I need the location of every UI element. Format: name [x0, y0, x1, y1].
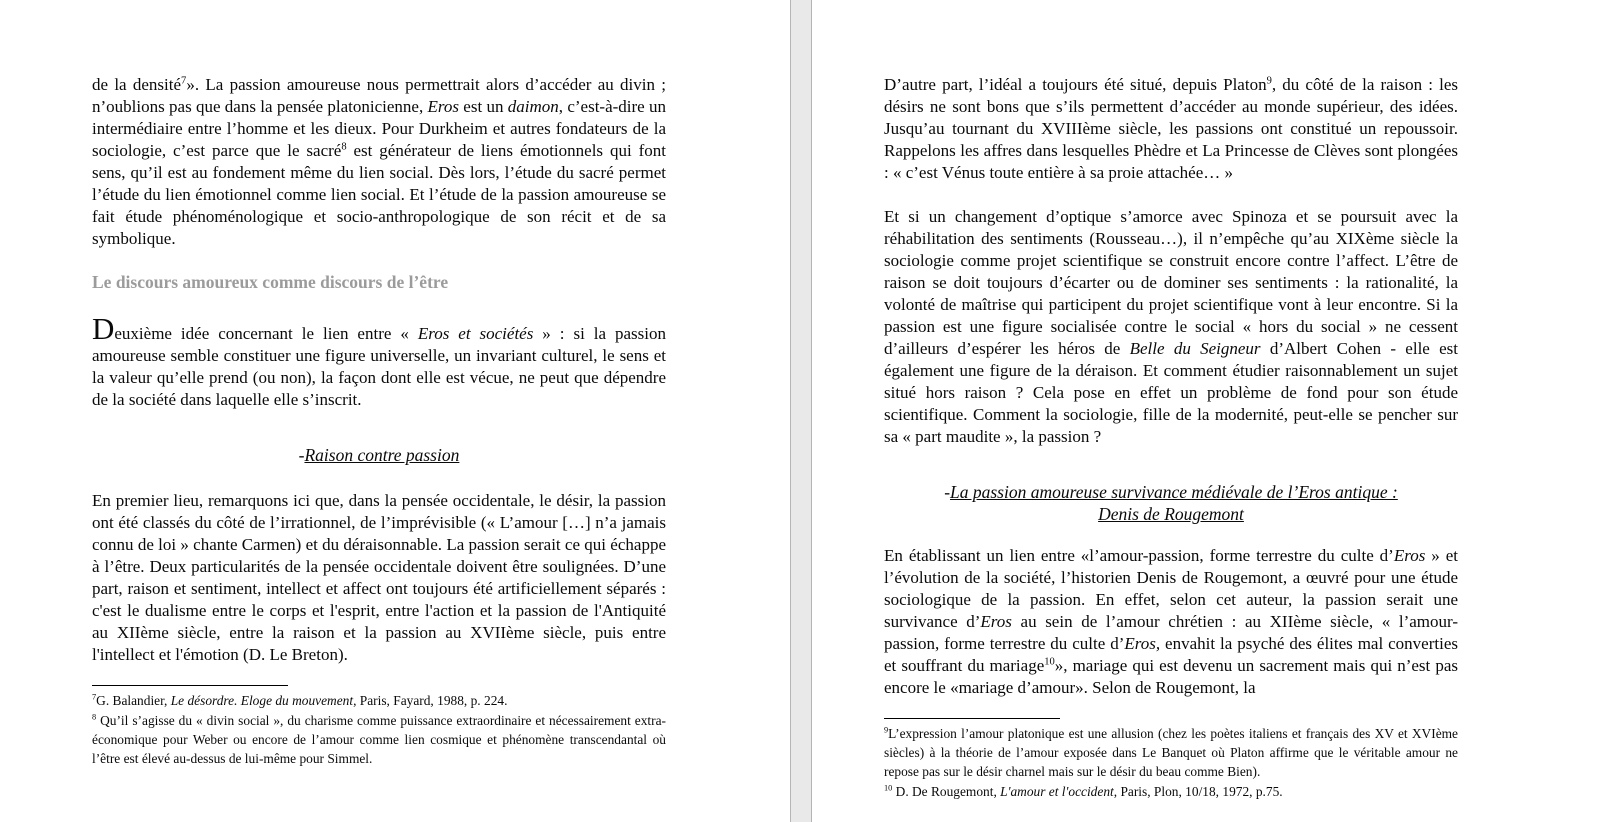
footnote-7: $^7$G. Balandier, Le désordre. Eloge du mouvement, Paris, Fayard, 1988, p. 224.	[92, 692, 508, 708]
footnotes-right	[884, 718, 1458, 801]
paragraph-en-premier-lieu: En premier lieu, remarquons ici que, dans la pensée occidentale, le désir, la passion ont été classés du côté de l’irrationnel, de l’imprévisible (« L’amour […] n’a jamais connu de loi » chante Carmen) et du déraisonnable. La passion serait ce qui échappe à l’être. Deux particularités de la pensée occidentale doivent être soulignées. D’une part, raison et sentiment, intellect et affect ont toujours été artificiellement séparés : c'est le dualisme entre le corps et l'esprit, entre l'action et la passion de l'Antiquité au XIIème siècle, entre la raison et la passion au XVIIème siècle, puis entre l'intellect et l'émotion (D. Le Breton).	[92, 491, 666, 664]
page-left-text-column	[92, 74, 666, 768]
section-heading-discours-amoureux: Le discours amoureux comme discours de l’être	[92, 272, 449, 292]
footnote-separator	[884, 718, 1060, 719]
paragraph-deuxieme-idee-text: euxième idée concernant le lien entre « Eros et sociétés » : si la passion amoureuse semble constituer une figure universelle, un invariant culturel, le sens et la valeur qu’elle prend (ou non), la façon dont elle est vécue, ne peut que dépendre de la société dans laquelle elle s’inscrit.	[92, 324, 666, 409]
paragraph-changement-optique: Et si un changement d’optique s’amorce avec Spinoza et se poursuit avec la réhabilitation des sentiments (Rousseau…), il n’empêche qu’au XIXème siècle la sociologie comme projet scientifique se construit encore contre l’affect. L’être de raison se doit toujours d’écarter ou de dominer ses sentiments : la rationalité, la volonté de maîtrise qui participent du projet scientifique vont à leur encontre. Si la passion est une figure socialisée contre le social « hors du social » ne cessent d’ailleurs d’espérer les héros de Belle du Seigneur d’Albert Cohen - elle est également une figure de la déraison. Et comment étudier raisonnablement un sujet situé hors raison ? Cela pose en effet un problème de fond pour son étude scientifique. Comment la sociologie, fille de la modernité, peut-elle se pencher sur sa « part maudite », la passion ?	[884, 207, 1459, 446]
footnote-separator	[92, 685, 288, 686]
paragraph-en-etablissant: En établissant un lien entre «l’amour-passion, forme terrestre du culte d’Eros » et l’évolution de la société, l’historien Denis de Rougemont, a œuvré pour une étude sociologique de la passion. En effet, selon cet auteur, la passion serait une survivance d’Eros au sein de l’amour chrétien : au XIIème siècle, « l’amour-passion, forme terrestre du culte d’Eros, envahit la psyché des élites mal converties et souffrant du mariage$^{10}$», mariage qui est devenu un sacrement mais qui n’est pas encore le «mariage d’amour». Selon de Rougemont, la	[884, 546, 1458, 697]
footnote-9: $^9$L’expression l’amour platonique est une allusion (chez les poètes italiens et français des XV et XVIème siècles) à la théorie de l’amour exposée dans Le Banquet où Platon affirme que le véritable amour ne repose pas sur le désir charnel mais sur le désir du beau comme Bien).	[884, 725, 1458, 779]
subheading-passion-amoureuse-survivance: -La passion amoureuse survivance médiévale de l’Eros antique : Denis de Rougemont	[944, 482, 1398, 524]
paragraph-dautre-part: D’autre part, l’idéal a toujours été situé, depuis Platon$^9$, du côté de la raison : les désirs ne sont bons que s’ils permettent d’accéder au monde supérieur, des idées. Jusqu’au tournant du XVIIIème siècle, les passions ont constitué un repoussoir. Rappelons les affres dans lesquelles Phèdre et La Princesse de Clèves sont plongées : « c’est Vénus toute entière à sa proie attachée… »	[884, 75, 1458, 182]
page-right	[812, 0, 1600, 822]
paragraph-deuxieme-idee	[92, 311, 666, 411]
page-right-text-column	[884, 74, 1458, 801]
page-divider	[790, 0, 812, 822]
drop-cap-letter: D	[92, 311, 115, 346]
footnote-8: $^8$ Qu’il s’agisse du « divin social », du charisme comme puissance extraordinaire et nécessairement extra-économique pour Weber ou encore de l’amour comme lien cosmique et phénomène transcendantal où l’être est élevé au-dessus de lui-même pour Simmel.	[92, 712, 666, 766]
footnote-10: $^{10}$ D. De Rougemont, L'amour et l'occident, Paris, Plon, 10/18, 1972, p.75.	[884, 783, 1283, 799]
page-left	[0, 0, 790, 822]
subheading-raison-contre-passion: -Raison contre passion	[298, 445, 460, 465]
paragraph-densite: de la densité$^7$». La passion amoureuse nous permettrait alors d’accéder au divin ; n’oublions pas que dans la pensée platonicienne, Eros est un daimon, c’est-à-dire un intermédiaire entre l’homme et les dieux. Pour Durkheim et autres fondateurs de la sociologie, c’est parce que le sacré$^8$ est générateur de liens émotionnels qui font sens, qu’il est au fondement même du lien social. Dès lors, l’étude du sacré permet l’étude du lien émotionnel comme lien social. Et l’étude de la passion amoureuse se fait étude phénoménologique et socio-anthropologique de son récit et de sa symbolique.	[92, 75, 667, 248]
footnotes-left	[92, 685, 666, 768]
